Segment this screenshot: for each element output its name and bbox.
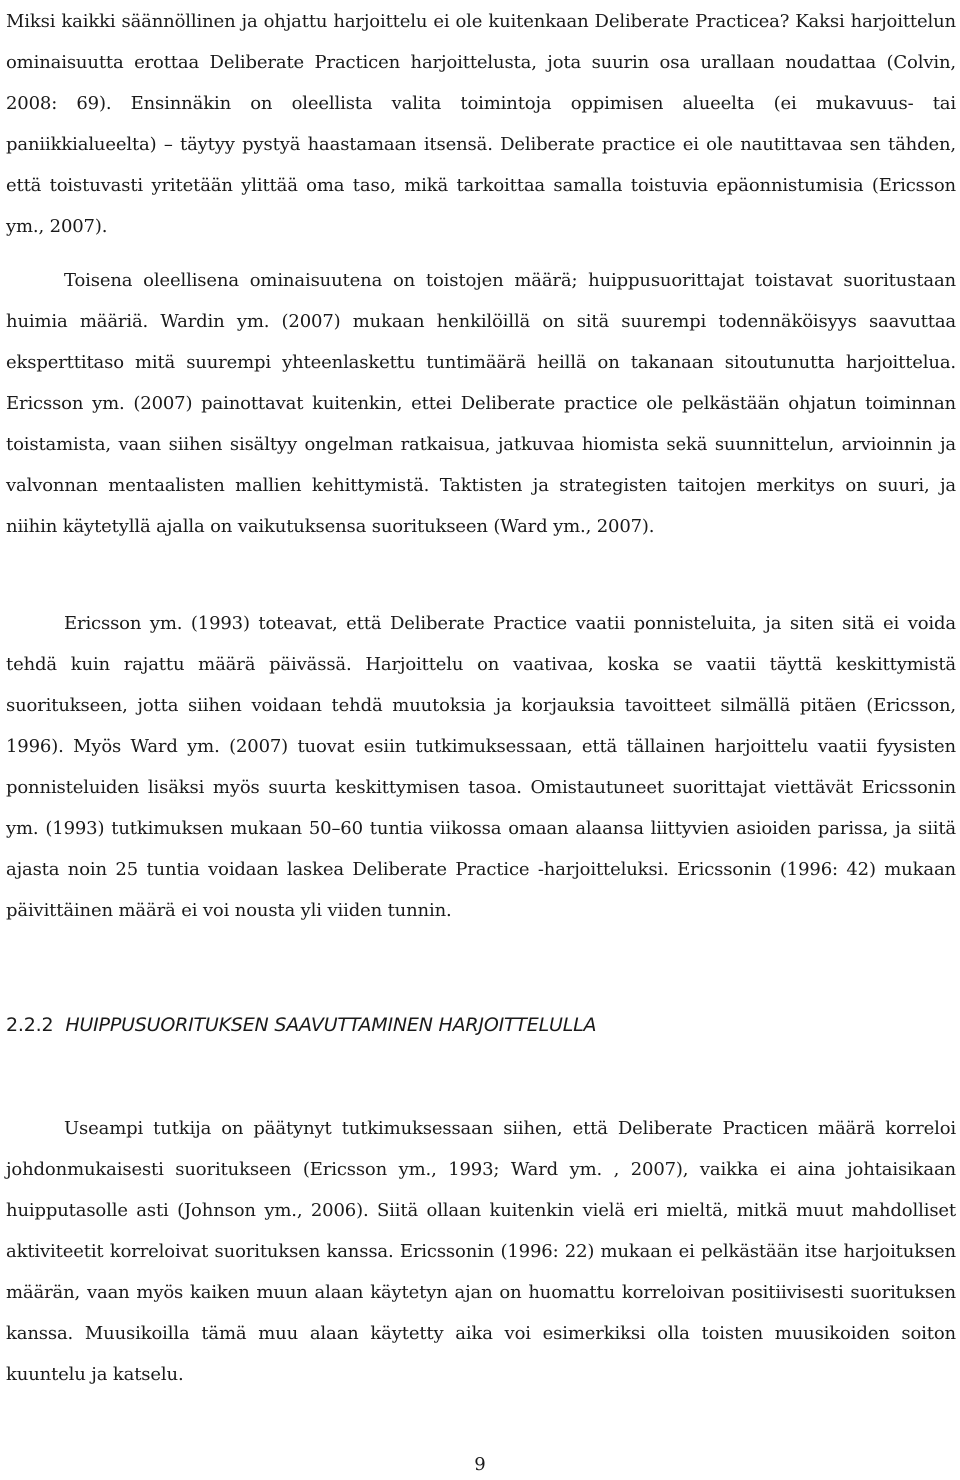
paragraph-section-body: Useampi tutkija on päätynyt tutkimuksessaan siihen, että Deliberate Practicen määrä korreloi johdonmukaisesti suoritukseen (Ericsson ym., 1993; Ward ym. , 2007), vaikka ei aina johtaisikaan huipputasolle asti (Johnson ym., 2006). Siitä ollaan kuitenkin vielä eri mieltä, mitkä muut mahdolliset aktiviteetit korreloivat suorituksen kanssa. Ericssonin (1996: 22) mukaan ei pelkästään itse harjoituksen määrän, vaan myös kaiken muun alaan käytetyn ajan on huomattu korreloivan positiivisesti suorituksen kanssa. Muusikoilla tämä muu alaan käytetty aika voi esimerkiksi olla toisten muusikoiden soiton kuuntelu ja katselu. bbox=[6, 1118, 956, 1385]
paragraph-repetition-quantity: Toisena oleellisena ominaisuutena on toistojen määrä; huippusuorittajat toistavat suoritustaan huimia määriä. Wardin ym. (2007) mukaan henkilöillä on sitä suurempi todennäköisyys saavuttaa eksperttitaso mitä suurempi yhteenlaskettu tuntimäärä heillä on takanaan sitoutunutta harjoittelua. Ericsson ym. (2007) painottavat kuitenkin, ettei Deliberate practice ole pelkästään ohjatun toiminnan toistamista, vaan siihen sisältyy ongelman ratkaisua, jatkuvaa hiomista sekä suunnittelun, arvioinnin ja valvonnan mentaalisten mallien kehittymistä. Taktisten ja strategisten taitojen merkitys on suuri, ja niihin käytetyllä ajalla on vaikutuksensa suoritukseen (Ward ym., 2007). bbox=[6, 270, 956, 537]
paragraph-effort-concentration: Ericsson ym. (1993) toteavat, että Deliberate Practice vaatii ponnisteluita, ja siten sitä ei voida tehdä kuin rajattu määrä päivässä. Harjoittelu on vaativaa, koska se vaatii täyttä keskittymistä suoritukseen, jotta siihen voidaan tehdä muutoksia ja korjauksia tavoitteet silmällä pitäen (Ericsson, 1996). Myös Ward ym. (2007) tuovat esiin tutkimuksessaan, että tällainen harjoittelu vaatii fyysisten ponnisteluiden lisäksi myös suurta keskittymisen tasoa. Omistautuneet suorittajat viettävät Ericssonin ym. (1993) tutkimuksen mukaan 50–60 tuntia viikossa omaan alaansa liittyvien asioiden parissa, ja siitä ajasta noin 25 tuntia voidaan laskea Deliberate Practice -harjoitteluksi. Ericssonin (1996: 42) mukaan päivittäinen määrä ei voi nousta yli viiden tunnin. bbox=[6, 613, 956, 921]
section-title: HUIPPUSUORITUKSEN SAAVUTTAMINEN HARJOITTELULLA bbox=[65, 1014, 597, 1036]
section-number: 2.2.2 bbox=[6, 1014, 54, 1036]
section-heading bbox=[6, 1014, 956, 1036]
page-number: 9 bbox=[474, 1454, 486, 1475]
paragraph-deliberate-practice-intro: Miksi kaikki säännöllinen ja ohjattu harjoittelu ei ole kuitenkaan Deliberate Practicea? Kaksi harjoittelun ominaisuutta erottaa Deliberate Practicen harjoittelusta, jota suurin osa urallaan noudattaa (Colvin, 2008: 69). Ensinnäkin on oleellista valita toimintoja oppimisen alueelta (ei mukavuus- tai paniikkialueelta) – täytyy pystyä haastamaan itsensä. Deliberate practice ei ole nautittavaa sen tähden, että toistuvasti yritetään ylittää oma taso, mikä tarkoittaa samalla toistuvia epäonnistumisia (Ericsson ym., 2007). bbox=[6, 11, 956, 237]
